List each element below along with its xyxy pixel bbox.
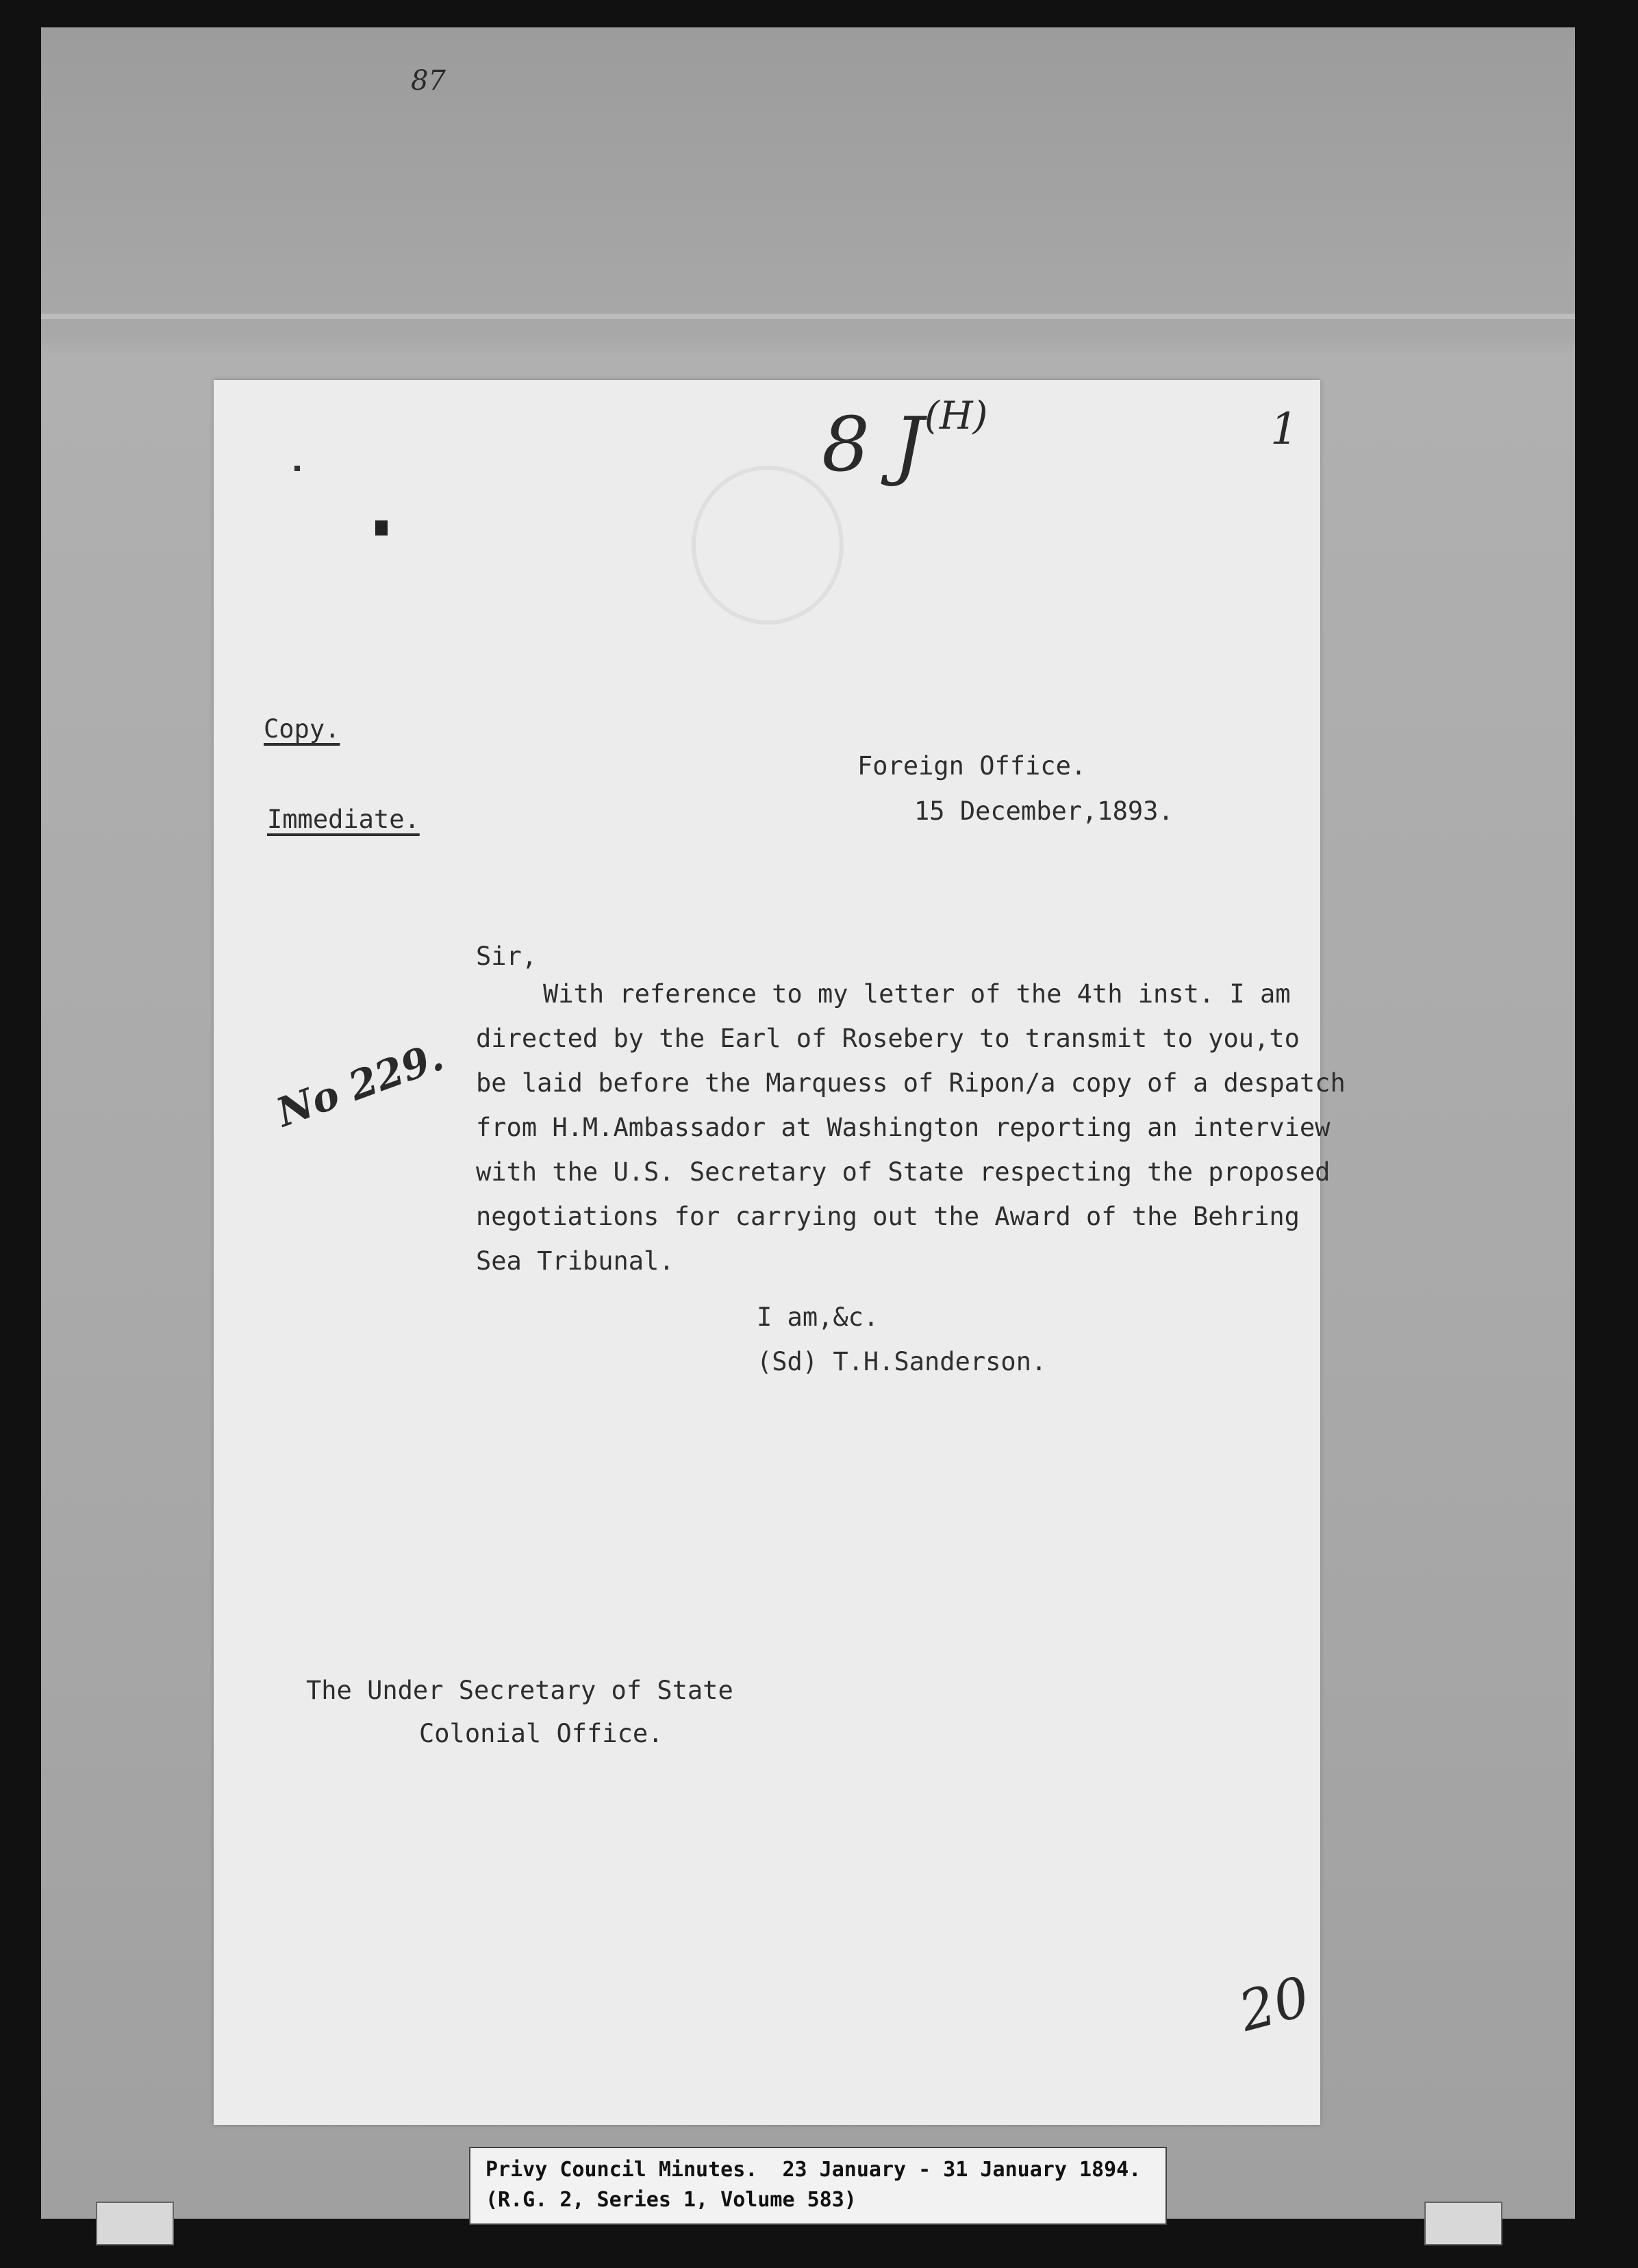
caption-line-1: Privy Council Minutes. 23 January - 31 January 1894. [486, 2158, 1142, 2182]
bottom-mark: 20 [1232, 1964, 1317, 2044]
addressee-line-2: Colonial Office. [419, 1719, 664, 1748]
letter-body [476, 979, 1346, 1301]
body-line: negotiations for carrying out the Award of the Behring [476, 1202, 1300, 1231]
paper-speck [294, 466, 300, 471]
body-line: Sea Tribunal. [476, 1246, 675, 1276]
closing: I am,&c. [757, 1302, 879, 1332]
office-name: Foreign Office. [857, 751, 1087, 781]
margin-note: No 229. [270, 1033, 450, 1136]
body-line: with the U.S. Secretary of State respecting the proposed [476, 1157, 1331, 1187]
folder-tab-right [1424, 2202, 1502, 2245]
salutation: Sir, [476, 942, 538, 971]
letter-date: 15 December,1893. [914, 796, 1174, 826]
body-line: from H.M.Ambassador at Washington reporting an interview [476, 1113, 1331, 1142]
paper-speck [375, 520, 388, 536]
scan-band [41, 314, 1575, 319]
body-line: be laid before the Marquess of Ripon/a copy of a despatch [476, 1068, 1346, 1098]
caption-line-2: (R.G. 2, Series 1, Volume 583) [486, 2188, 857, 2212]
embossed-seal [692, 466, 844, 625]
copy-label: Copy. [264, 714, 340, 744]
addressee-line-1: The Under Secretary of State [306, 1676, 733, 1705]
folder-tab-left [96, 2202, 174, 2245]
body-line: directed by the Earl of Rosebery to transmit to you,to [476, 1024, 1300, 1053]
page-number: 1 [1270, 404, 1298, 455]
signature: (Sd) T.H.Sanderson. [757, 1347, 1047, 1376]
folio-paren-mark: (H) [924, 394, 988, 438]
immediate-label: Immediate. [267, 805, 420, 834]
folio-mark: 8 J [822, 401, 924, 488]
scan-mark: 87 [411, 65, 446, 97]
archive-caption [469, 2147, 1167, 2225]
body-line: With reference to my letter of the 4th inst. I am [543, 979, 1291, 1009]
